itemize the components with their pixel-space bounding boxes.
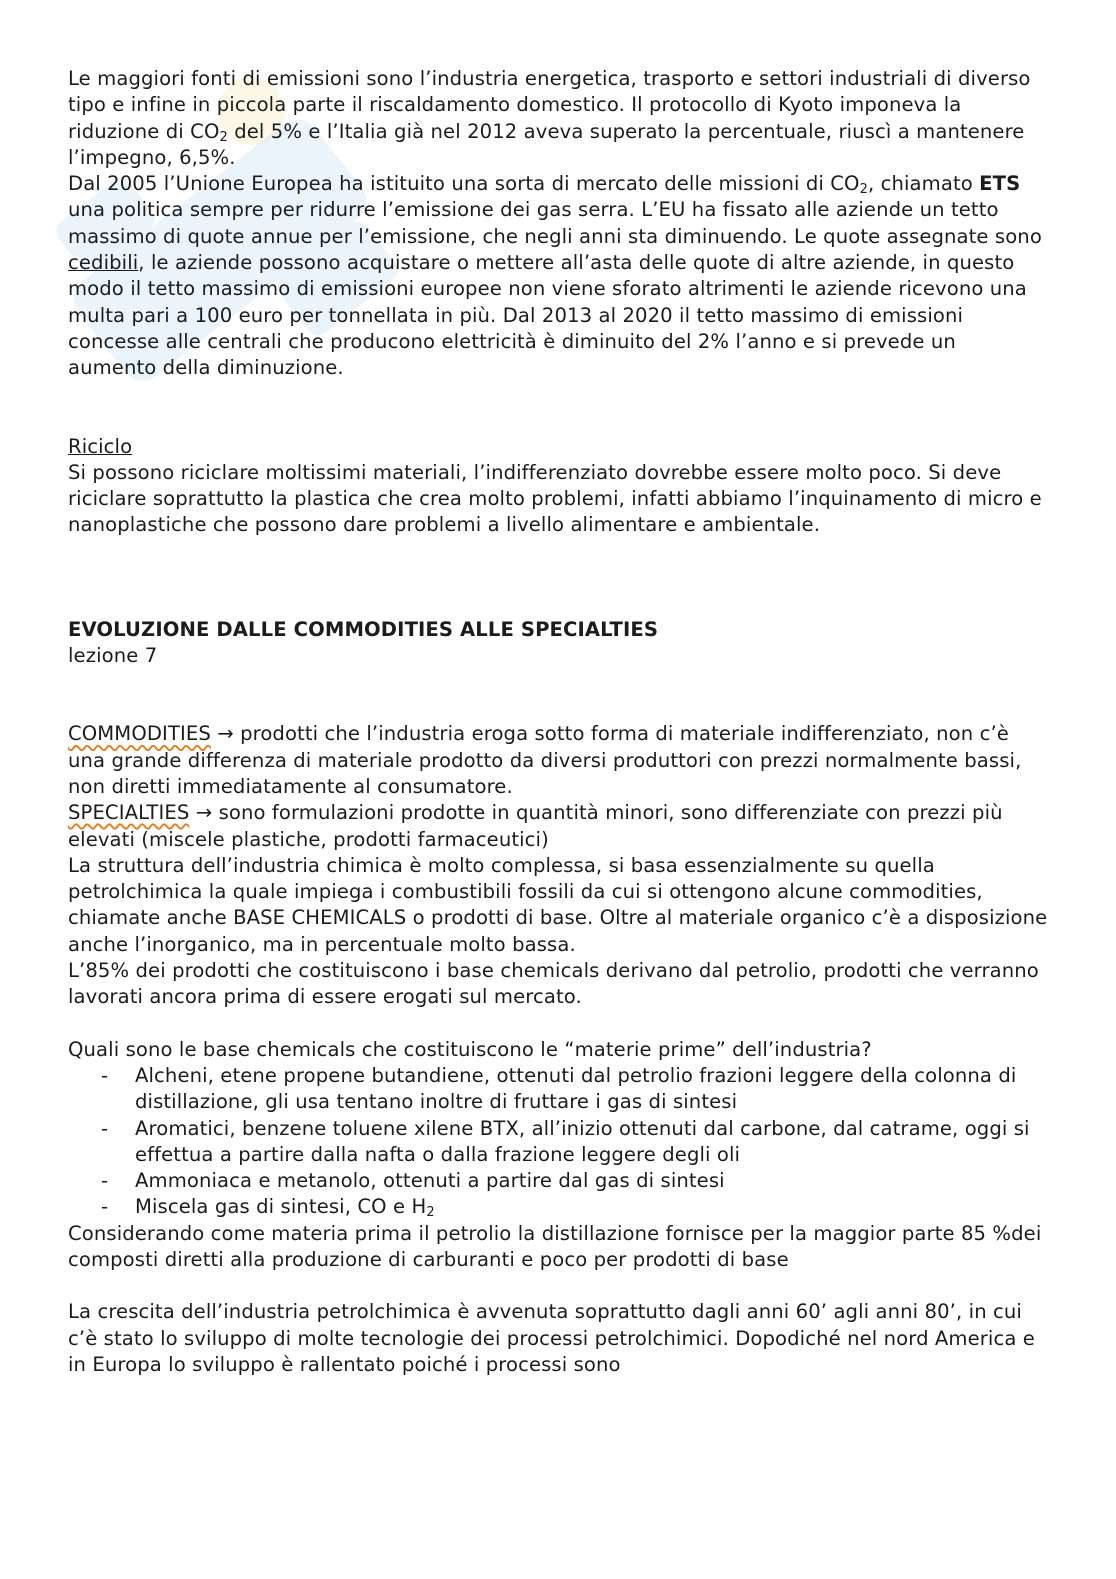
list-item: - Ammoniaca e metanolo, ottenuti a partire dal gas di sintesi [68, 1168, 1048, 1194]
specialties-term: SPECIALTIES [68, 801, 190, 825]
ets-paragraph: Dal 2005 l’Unione Europea ha istituito una sorta di mercato delle missioni di $CO_2$, chiamato ETS una politica sempre per ridurre l’emissione dei gas serra. L’EU ha fissato alle aziende un tetto massimo di quote annue per l’emissione, che negli anni sta diminuendo. Le quote assegnate sono cedibili, le aziende possono acquistare o mettere all’asta delle quote di altre aziende, in questo modo il tetto massimo di emissioni europee non viene sforato altrimenti le aziende ricevono una multa pari a 100 euro per tonnellata in più. Dal 2013 al 2020 il tetto massimo di emissioni concesse alle centrali che producono elettricità è diminuito del 2% l’anno e si prevede un aumento della diminuzione. [68, 172, 1042, 380]
percent-paragraph: L’85% dei prodotti che costituiscono i base chemicals derivano dal petrolio, prodotti che verranno lavorati ancora prima di essere erogati sul mercato. [68, 959, 1039, 1009]
recycling-paragraph: Si possono riciclare moltissimi materiali, l’indifferenziato dovrebbe essere molto poco. Si deve riciclare soprattutto la plastica che crea molto problemi, infatti abbiamo l’inquinamento di micro e nanoplastiche che possono dare problemi a livello alimentare e ambientale. [68, 460, 1042, 537]
question-paragraph: Quali sono le base chemicals che costituiscono le “materie prime” dell’industria? [68, 1037, 872, 1061]
emissions-paragraph: Le maggiori fonti di emissioni sono l’industria energetica, trasporto e settori industriali di diverso tipo e infine in piccola parte il riscaldamento domestico. Il protocollo di Kyoto imponeva la riduzione di $CO_2$ del 5% e l’Italia già nel 2012 aveva superato la percentuale, riuscì a mantenere l’impegno, 6,5%. [68, 67, 1031, 169]
ets-term: ETS [979, 172, 1021, 196]
commodities-definition: COMMODITIES → prodotti che l’industria eroga sotto forma di materiale indifferenziato, non c’è una grande differenza di materiale prodotto da diversi produttori con prezzi normalmente bassi, non diretti immediatamente al consumatore. [68, 722, 1022, 798]
document-page [68, 66, 1048, 1378]
section-heading: EVOLUZIONE DALLE COMMODITIES ALLE SPECIALTIES [68, 617, 659, 641]
arrow-icon: → [210, 722, 241, 746]
distillation-paragraph: Considerando come materia prima il petrolio la distillazione fornisce per la maggior parte 85 %dei composti diretti alla produzione di carburanti e poco per prodotti di base [68, 1221, 1042, 1271]
arrow-icon: → [189, 801, 219, 825]
recycling-title: Riciclo [68, 434, 133, 458]
growth-paragraph: La crescita dell’industria petrolchimica è avvenuta soprattutto dagli anni 60’ agli anni 80’, in cui c’è stato lo sviluppo di molte tecnologie dei processi petrolchimici. Dopodiché nel nord America e in Europa lo sviluppo è rallentato poiché i processi sono [68, 1300, 1035, 1376]
list-item: - Alcheni, etene propene butandiene, ottenuti dal petrolio frazioni leggere della colonna di distillazione, gli usa tentano inoltre di fruttare i gas di sintesi [68, 1063, 1048, 1116]
list-item: - Aromatici, benzene toluene xilene BTX, all’inizio ottenuti dal carbone, dal catrame, oggi si effettua a partire dalla nafta o dalla frazione leggere degli oli [68, 1116, 1048, 1169]
lesson-label: lezione 7 [68, 644, 158, 668]
base-chemicals-list [68, 1063, 1048, 1221]
cedibili-term: cedibili [68, 251, 139, 275]
commodities-term: COMMODITIES [68, 722, 211, 746]
structure-paragraph: La struttura dell’industria chimica è molto complessa, si basa essenzialmente su quella petrolchimica la quale impiega i combustibili fossili da cui si ottengono alcune commodities, chiamate anche BASE CHEMICALS o prodotti di base. Oltre al materiale organico c’è a disposizione anche l’inorganico, ma in percentuale molto bassa. [68, 853, 1048, 956]
specialties-definition: SPECIALTIES → sono formulazioni prodotte in quantità minori, sono differenziate con prezzi più elevati (miscele plastiche, prodotti farmaceutici) [68, 801, 1003, 851]
list-item: - Miscela gas di sintesi, CO e $H_2$ [68, 1194, 1048, 1220]
